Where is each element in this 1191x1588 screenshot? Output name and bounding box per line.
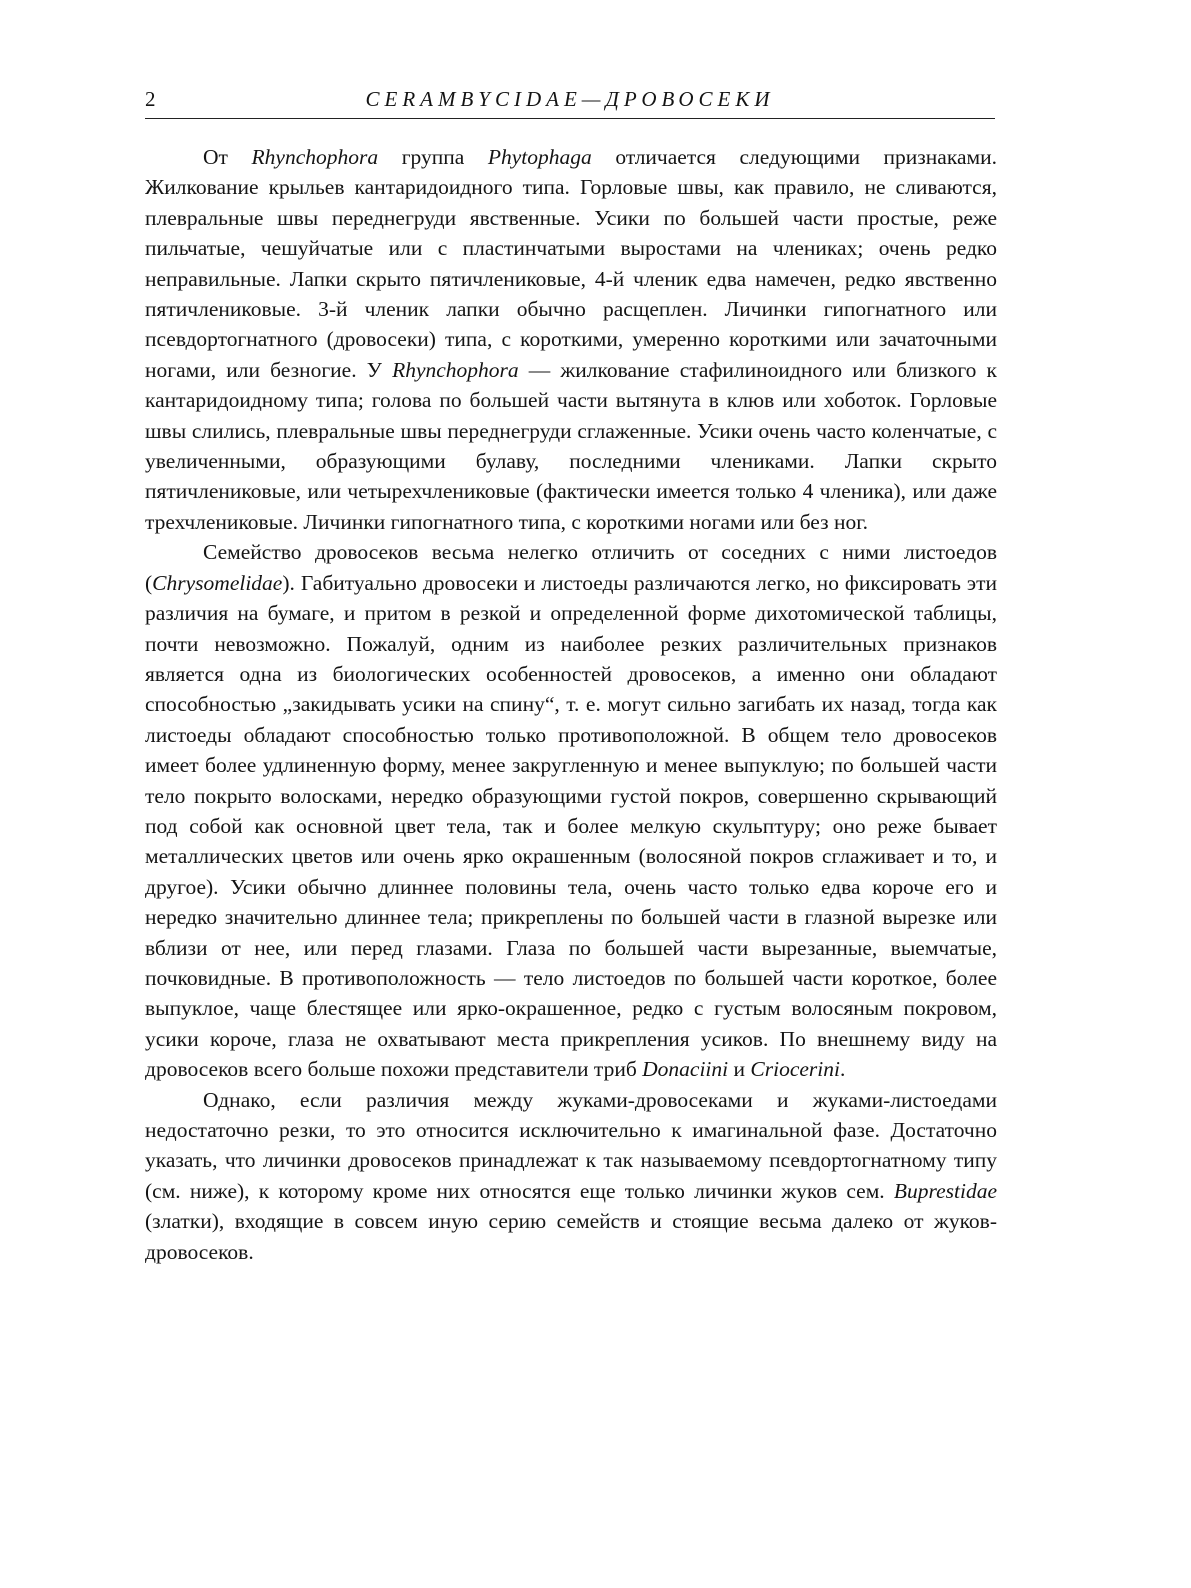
- italic-term: Donaciini: [642, 1057, 729, 1082]
- body-text: [145, 142, 997, 1267]
- paragraph: [145, 537, 997, 1084]
- text-run: (златки), входящие в совсем иную серию семейств и стоящие весьма далеко от жуков-дровосеков.: [145, 1209, 997, 1264]
- italic-term: Criocerini: [750, 1057, 840, 1082]
- paragraph: [145, 1085, 997, 1267]
- page-header: [145, 86, 995, 120]
- text-run: Однако, если различия между жуками-дровосеками и жуками-листоедами недостаточно резки, то это относится исключительно к имагинальной фазе. Достаточно указать, что личинки дровосеков принадлежат к так называемому псевдортогнатному типу (см. ниже), к которому кроме них относятся еще только личинки жуков сем.: [145, 1087, 997, 1203]
- paragraph: [145, 142, 997, 537]
- italic-term: Rhynchophora: [251, 145, 379, 169]
- text-run: отличается следующими признаками. Жилкование крыльев кантаридоидного типа. Горловые швы, как правило, не сливаются, плевральные швы переднегруди явственные. Усики по большей части простые, реже пильчатые, чешуйчатые или с пластинчатыми выростами на члениках; очень редко неправильные. Лапки скрыто пятичлениковые, 4-й членик едва намечен, редко явственно пятичлениковые. 3-й членик лапки обычно расщеплен. Личинки гипогнатного или псевдортогнатного (дровосеки) типа, с короткими, умеренно короткими или зачаточными ногами, или безногие. У: [145, 145, 997, 382]
- text-run: группа: [378, 145, 488, 169]
- italic-term: Rhynchophora: [392, 357, 519, 382]
- header-rule: [145, 118, 995, 119]
- text-run: .: [840, 1057, 846, 1082]
- italic-term: Buprestidae: [893, 1178, 997, 1203]
- text-run: и: [728, 1057, 751, 1082]
- text-run: — жилкование стафилиноидного или близкого к кантаридоидному типа; голова по большей части вытянута в клюв или хоботок. Горловые швы слились, плевральные швы переднегруди сглаженные. Усики очень часто коленчатые, с увеличенными, образующими булаву, последними члениками. Лапки скрыто пятичлениковые, или четырехчлениковые (фактически имеется только 4 членика), или даже трехчлениковые. Личинки гипогнатного типа, с короткими ногами или без ног.: [145, 357, 997, 534]
- running-title: CERAMBYCIDAE—ДРОВОСЕКИ: [365, 87, 775, 111]
- text-run: Семейство дровосеков весьма нелегко отличить от соседних с ними листоедов (: [145, 540, 997, 595]
- text-run: От: [203, 145, 252, 169]
- text-run: ). Габитуально дровосеки и листоеды различаются легко, но фиксировать эти различия на бумаге, и притом в резкой и определенной форме дихотомической таблицы, почти невозможно. Пожалуй, одним из наиболее резких различительных признаков является одна из биологических особенностей дровосеков, а именно они обладают способностью „закидывать усики на спину“, т. е. могут сильно загибать их назад, тогда как листоеды обладают способностью только противоположной. В общем тело дровосеков имеет более удлиненную форму, менее закругленную и менее выпуклую; по большей части тело покрыто волосками, нередко образующими густой покров, совершенно скрывающий под собой как основной цвет тела, так и более мелкую скульптуру; оно реже бывает металлических цветов или очень ярко окрашенным (волосяной покров сглаживает и то, и другое). Усики обычно длиннее половины тела, очень часто только едва короче его и нередко значительно длиннее тела; прикреплены по большей части в глазной вырезке или вблизи от нее, или перед глазами. Глаза по большей части вырезанные, выемчатые, почковидные. В противоположность — тело листоедов по большей части короткое, более выпуклое, чаще блестящее или ярко-окрашенное, редко с густым волосяным покровом, усики короче, глаза не охватывают места прикрепления усиков. По внешнему виду на дровосеков всего больше похожи представители триб: [145, 570, 997, 1082]
- italic-term: Phytophaga: [487, 145, 592, 169]
- page-number: 2: [145, 87, 156, 111]
- italic-term: Chrysomelidae: [152, 570, 283, 595]
